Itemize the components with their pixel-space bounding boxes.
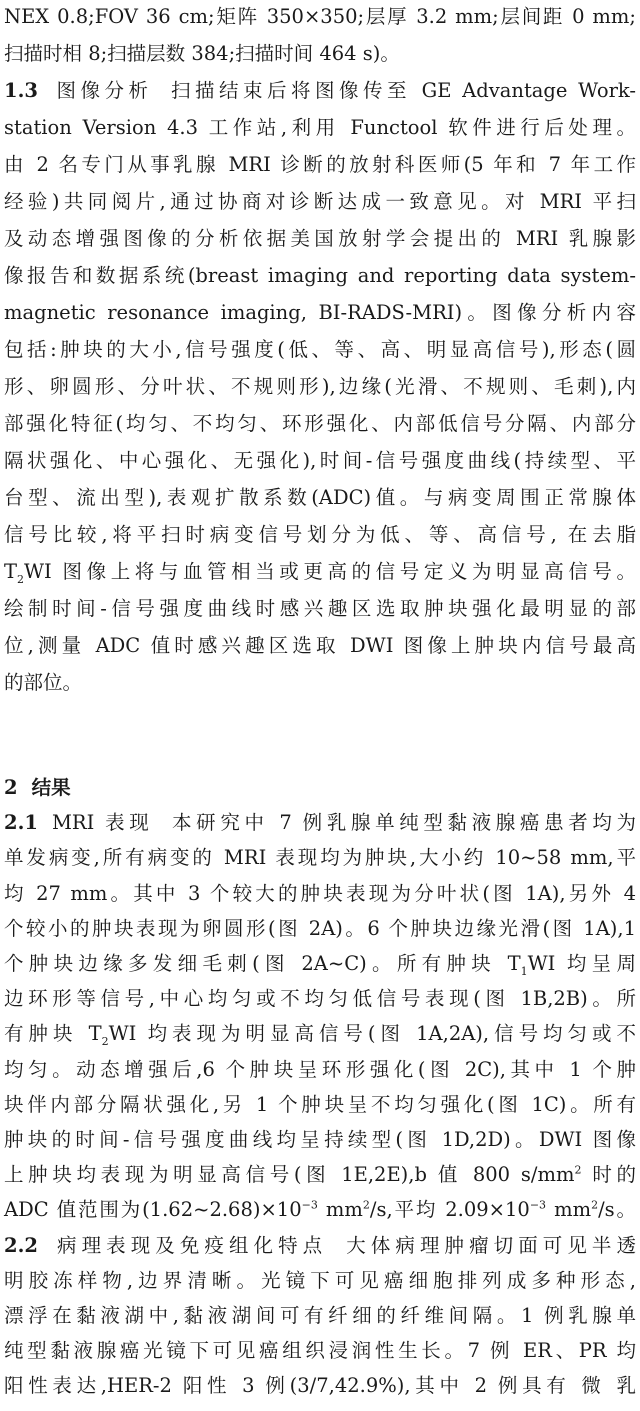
text-segment: 明胶冻样物,边界清晰。光镜下可见癌细胞排列成多种形态, [4,1268,636,1292]
text-segment: 单发病变,所有病变的 MRI 表现均为肿块,大小约 10~58 mm,平 [4,846,636,870]
methods-line [4,73,636,109]
text-segment: 图像分析 [51,79,153,102]
text-segment: WI 图像上将与血管相当或更高的信号定义为明显高信号。 [24,560,636,583]
text-segment: 位,测量 ADC 值时感兴趣区选取 DWI 图像上肿块内信号最高 [4,634,636,657]
methods-line [4,258,636,294]
text-segment: 上肿块均表现为明显高信号(图 1E,2E),b 值 800 s/mm [4,1163,575,1187]
results-line [4,911,636,947]
results-line [4,1052,636,1088]
text-segment: 信号比较,将平扫时病变信号划分为低、等、高信号, 在去脂 [4,523,636,546]
results-line [4,1333,636,1369]
results-line [4,1087,636,1123]
methods-line [4,147,636,183]
text-segment: 1 [520,964,528,978]
methods-line [4,480,636,516]
text-segment: 像报告和数据系统(breast imaging and reporting data system- [4,264,636,287]
text-segment: 2 [591,1198,599,1212]
text-segment: 2 [17,572,25,586]
text-segment: 扫描时相 8;扫描层数 384;扫描时间 464 s)。 [4,42,400,65]
results-line [4,946,636,982]
text-segment: 有肿块 T [4,1022,102,1046]
results-line [4,1228,636,1264]
text-segment: 扫描结束后将图像传至 GE Advantage Work- [166,79,636,102]
methods-line [4,36,636,72]
section-number: 1.3 [4,79,38,102]
text-segment: 阳性表达,HER-2 阳性 3 例(3/7,42.9%),其中 2 例具有 微 乳 [4,1374,636,1398]
methods-line [4,591,636,627]
text-segment: 2 [362,1198,370,1212]
text-segment: magnetic resonance imaging, BI-RADS-MRI)。图像分析内容 [4,301,636,324]
text-segment: 大体病理肿瘤切面可见半透 [341,1233,636,1257]
text-segment: 病理表现及免疫组化特点 [51,1233,328,1257]
text-segment: NEX 0.8;FOV 36 cm;矩阵 350×350;层厚 3.2 mm;层间距 0 mm; [4,5,636,28]
results-line [4,770,636,806]
results-line [4,876,636,912]
section-number: 2 [4,776,18,799]
text-segment: MRI 表现 [51,811,154,835]
results-line [4,1368,636,1404]
text-segment: 个肿块边缘多发细毛刺(图 2A~C)。所有肿块 T [4,952,521,975]
text-segment: mm [317,1198,363,1222]
methods-line [4,628,636,664]
text-segment: /s,平均 2.09×10 [369,1198,530,1222]
text-segment: ADC 值范围为(1.62~2.68)×10 [4,1198,302,1222]
methods-line [4,221,636,257]
methods-line [4,554,636,590]
results-line [4,1263,636,1299]
results-line [4,1192,636,1228]
text-segment: /s。 [598,1198,636,1222]
text-segment: 纯型黏液腺癌光镜下可见癌组织浸润性生长。7 例 ER、PR 均 [4,1339,636,1363]
text-segment: T [4,560,18,583]
text-segment: 的部位。 [4,671,83,694]
section-heading: 结果 [31,776,71,799]
text-segment: 本研究中 7 例乳腺单纯型黏液腺癌患者均为 [167,811,636,835]
text-segment: −3 [301,1198,318,1212]
text-segment: 个较小的肿块表现为卵圆形(图 2A)。6 个肿块边缘光滑(图 1A),1 [4,916,636,940]
methods-line [4,443,636,479]
text-segment: WI 均呈周 [527,952,636,975]
results-line [4,840,636,876]
methods-line [4,110,636,146]
methods-line [4,406,636,442]
methods-line [4,0,636,35]
text-segment: 形、卵圆形、分叶状、不规则形),边缘(光滑、不规则、毛刺),内 [4,375,636,398]
methods-line [4,332,636,368]
methods-line [4,369,636,405]
text-segment: WI 均表现为明显高信号(图 1A,2A),信号均匀或不 [108,1022,636,1046]
text-segment: 2 [101,1035,109,1049]
text-segment: 时的 [581,1163,637,1187]
text-segment: 由 2 名专门从事乳腺 MRI 诊断的放射科医师(5 年和 7 年工作 [4,153,636,176]
text-segment: station Version 4.3 工作站,利用 Functool 软件进行后处理。 [4,116,636,139]
text-segment: 隔状强化、中心强化、无强化),时间-信号强度曲线(持续型、平 [4,449,636,472]
text-segment: 块伴内部分隔状强化,另 1 个肿块呈不均匀强化(图 1C)。所有 [4,1092,636,1116]
text-segment: 漂浮在黏液湖中,黏液湖间可有纤细的纤维间隔。1 例乳腺单 [4,1304,636,1327]
results-line [4,1122,636,1158]
results-line [4,1298,636,1334]
text-segment: 边环形等信号,中心均匀或不均匀低信号表现(图 1B,2B)。所 [4,987,636,1011]
text-segment: 包括:肿块的大小,信号强度(低、等、高、明显高信号),形态(圆 [4,338,636,361]
methods-line [4,295,636,331]
text-segment: 部强化特征(均匀、不均匀、环形强化、内部低信号分隔、内部分 [4,412,636,435]
results-line [4,1157,636,1193]
methods-line [4,184,636,220]
text-segment: 台型、流出型),表观扩散系数(ADC)值。与病变周围正常腺体 [4,486,636,509]
text-segment: mm [546,1198,592,1222]
text-segment: 经验)共同阅片,通过协商对诊断达成一致意见。对 MRI 平扫 [4,190,636,213]
text-segment: 均 27 mm。其中 3 个较大的肿块表现为分叶状(图 1A),另外 4 [4,881,636,905]
results-line [4,981,636,1017]
text-segment: 及动态增强图像的分析依据美国放射学会提出的 MRI 乳腺影 [4,227,636,250]
section-number: 2.1 [4,811,38,835]
text-segment: 绘制时间-信号强度曲线时感兴趣区选取肿块强化最明显的部 [4,597,636,620]
results-line [4,1016,636,1052]
text-segment: 2 [574,1163,582,1177]
section-number: 2.2 [4,1233,38,1257]
text-segment: 肿块的时间-信号强度曲线均呈持续型(图 1D,2D)。DWI 图像 [4,1128,636,1151]
text-segment: 均匀。动态增强后,6 个肿块呈环形强化(图 2C),其中 1 个肿 [4,1057,636,1081]
methods-line [4,665,636,701]
text-segment: −3 [529,1198,547,1212]
methods-line [4,517,636,553]
results-line [4,805,636,841]
